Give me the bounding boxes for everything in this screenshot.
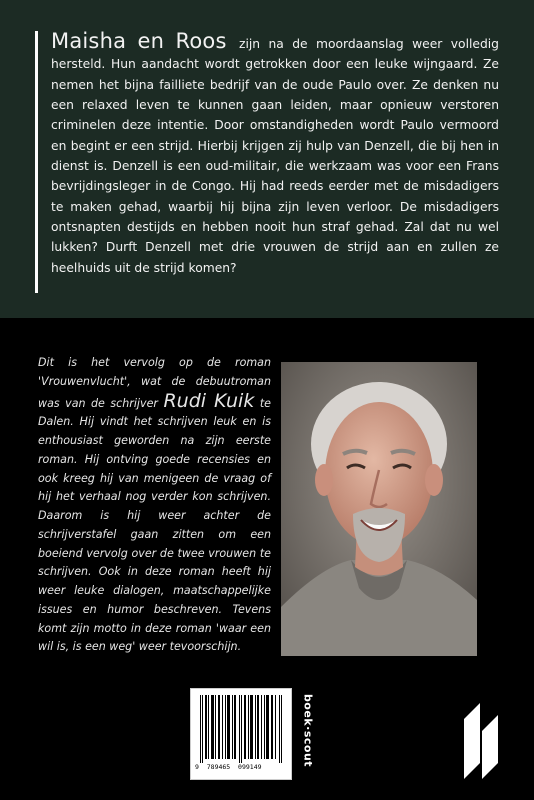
publisher-mark-icon (458, 701, 508, 779)
bio-text-before: Dit is het vervolg op de roman 'Vrouwenvlucht', wat de debuutroman was van de schrijver (38, 356, 271, 410)
author-portrait-illustration (281, 362, 477, 656)
accent-bar (35, 31, 38, 293)
synopsis-body: zijn na de moordaanslag weer volledig hersteld. Hun aandacht wordt getrokken door een leuke wijngaard. Ze nemen het bijna failliete bedrijf van de oude Paulo over. Ze denken nu een relaxed leven te kunnen gaan leiden, maar opnieuw verstoren criminelen deze intentie. Door omstandigheden wordt Paulo vermoord en begint er een strijd. Hierbij krijgen zij hulp van Denzell, die bij hen in dienst is. Denzell is een oud-militair, die werkzaam was voor een Frans bevrijdingsleger in de Congo. Hij had reeds eerder met de misdadigers te maken gehad, waarbij hij bijna zijn leven verloor. De misdadigers ontsnapten destijds en hebben nooit hun straf gehad. Zal dat nu wel lukken? Durft Denzell met drie vrouwen de strijd aan en zullen ze heelhuids uit de strijd komen? (51, 37, 499, 275)
barcode-label (190, 688, 292, 780)
synopsis-text-block (51, 31, 499, 278)
synopsis-title-names: Maisha en Roos (51, 29, 227, 53)
publisher-name: boek·scout (301, 693, 315, 768)
author-photo (281, 362, 477, 656)
bio-text-after: te Dalen. Hij vindt het schrijven leuk en is enthousiast geworden na zijn eerste roman. Hij ontving goede recensies en ook kreeg hij van menigeen de vraag of hij het verhaal nog verder kon schrijven. Daarom is hij weer achter de schrijverstafel gaan zitten om een boeiend vervolg over de twee vrouwen te schrijven. Ook in deze roman heeft hij weer leuke dialogen, maatschappelijke issues en humor beschreven. Tevens komt zijn motto in deze roman 'waar een wil is, is een weg' weer tevoorschijn. (38, 396, 272, 654)
author-name: Rudi Kuik (163, 389, 255, 412)
barcode-digits: 9 789465 099149 (195, 763, 262, 771)
author-bio (38, 354, 271, 657)
barcode-bars (199, 695, 283, 763)
publisher-logo (299, 688, 317, 776)
